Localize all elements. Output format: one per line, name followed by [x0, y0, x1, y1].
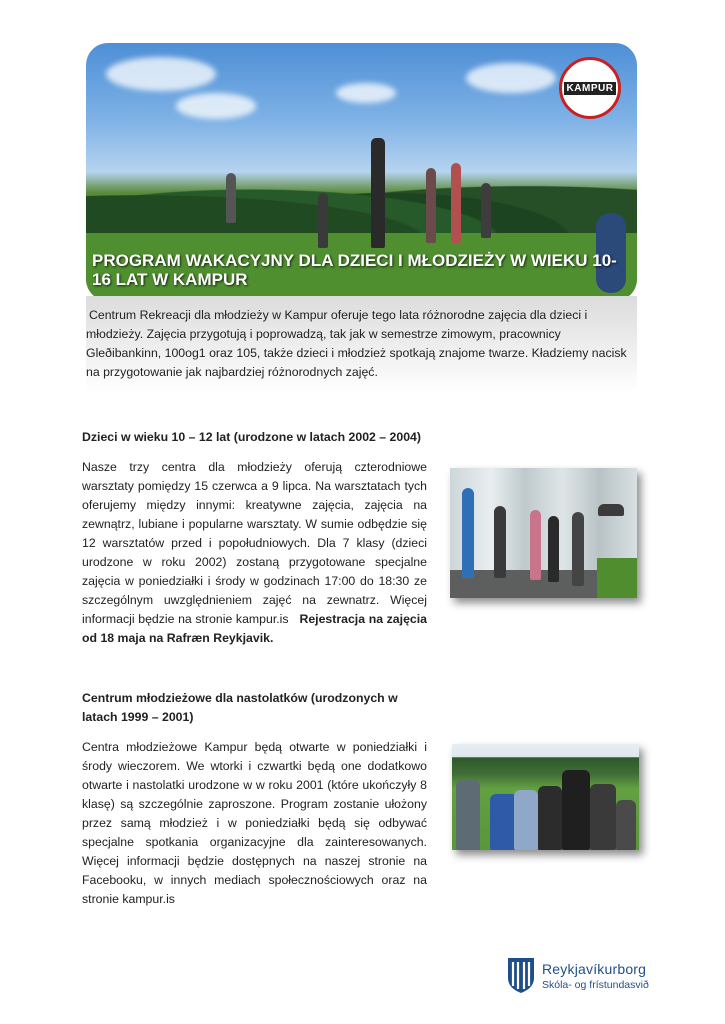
- person: [451, 163, 461, 243]
- cloud: [466, 63, 556, 93]
- intro-text: Centrum Rekreacji dla młodzieży w Kampur oferuje tego lata różnorodne zajęcia dla dzieci i młodzieży. Zajęcia przygotują i poprowadzą, tak jak w semestrze zimowym, pracownicy Gleðibankinn, 100og1 oraz 105, także dzieci i młodzież spotkają znajome twarze. Kładziemy nacisk na przygotowanie jak najbardziej różnorodnych zajęć.: [86, 308, 627, 379]
- person: [371, 138, 385, 248]
- header-banner: [86, 43, 637, 301]
- person: [481, 183, 491, 238]
- teen-figure: [590, 784, 616, 850]
- child-figure: [494, 506, 506, 578]
- photo-teenagers-outdoor: [452, 744, 639, 850]
- child-figure: [548, 516, 559, 582]
- photo-children-indoor: [450, 468, 637, 598]
- person: [426, 168, 436, 243]
- kampur-logo: [559, 57, 621, 119]
- teen-figure: [562, 770, 590, 850]
- section1-text: Nasze trzy centra dla młodzieży oferują czterodniowe warsztaty pomiędzy 15 czerwca a 9 lipca. Na warsztatach tych oferujemy między innymi: kreatywne zajęcia, zajęcia na zewnątrz, lubiane i popularne warsztaty. W sumie odbędzie się 12 warsztatów przed i popołudniowych. Dla 7 klasy (dzieci urodzone w roku 2002) zostaną przygotowane specjalne zajęcia w poniedziałki i środy w godzinach 17:00 do 18:30 ze szczególnym uwzględnieniem zajęć na zewnatrz. Więcej informacji będzie na stronie kampur.is: [82, 460, 427, 626]
- teen-figure: [538, 786, 562, 850]
- person: [226, 173, 236, 223]
- photo-grass: [597, 558, 637, 598]
- cloud: [176, 93, 256, 119]
- cloud: [336, 83, 396, 103]
- kampur-logo-text: KAMPUR: [564, 82, 617, 95]
- treeline: [86, 161, 637, 241]
- section1-registration: Rejestracja na zajęcia od 18 maja na Rafræn Reykjavik.: [82, 612, 427, 645]
- child-figure: [462, 488, 474, 578]
- page-title: PROGRAM WAKACYJNY DLA DZIECI I MŁODZIEŻY W WIEKU 10-16 LAT W KAMPUR: [92, 251, 617, 289]
- child-figure: [572, 512, 584, 586]
- teen-figure: [456, 780, 480, 850]
- person: [318, 193, 328, 248]
- section1-heading: Dzieci w wieku 10 – 12 lat (urodzone w latach 2002 – 2004): [82, 430, 421, 444]
- section1-body: [82, 458, 427, 648]
- cloud: [106, 57, 216, 91]
- child-figure: [530, 510, 541, 580]
- footer-org-division: Skóla- og frístundasvið: [542, 979, 649, 991]
- reykjavik-crest-icon: [506, 956, 536, 994]
- teen-figure: [514, 790, 538, 850]
- section2-body: Centra młodzieżowe Kampur będą otwarte w poniedziałki i środy wieczorem. We wtorki i czwartki będą one dodatkowo otwarte i nastolatki urodzone w w roku 2001 (które ukończyły 8 klasę) są szczególnie zaproszone. Program zostanie ułożony przez samą młodzież i w poniedziałki będą się odbywać specjalne spotkania organizacyjne dla zainteresowanych. Więcej informacji będzie dostępnych na naszej stronie na Facebooku, w innych mediach społecznościowych oraz na stronie kampur.is: [82, 740, 427, 906]
- footer-org-name: Reykjavíkurborg: [542, 961, 647, 977]
- section2-heading: Centrum młodzieżowe dla nastolatków (urodzonych w latach 1999 – 2001): [82, 691, 398, 724]
- teen-figure: [616, 800, 636, 850]
- child-figure: [598, 504, 624, 516]
